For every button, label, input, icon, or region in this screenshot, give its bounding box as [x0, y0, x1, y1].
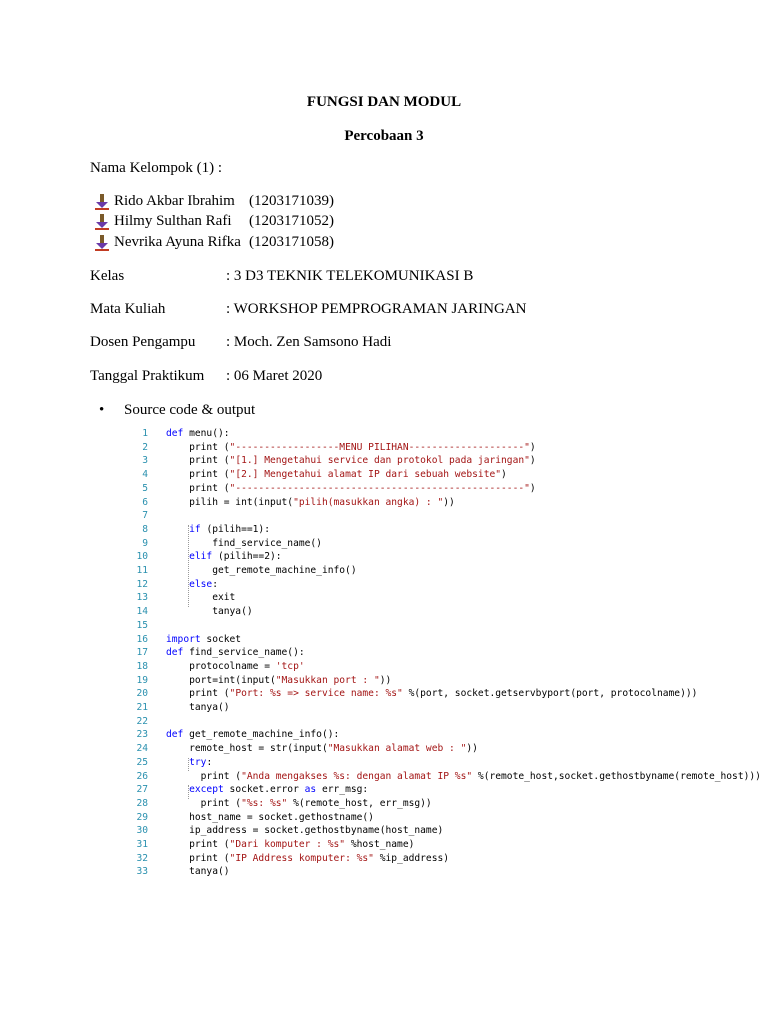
line-number: 13	[136, 592, 148, 604]
code-text: if (pilih==1):	[189, 523, 270, 535]
code-line	[118, 797, 728, 811]
line-number: 22	[136, 715, 148, 727]
code-line	[118, 783, 728, 797]
code-text: remote_host = str(input("Masukkan alamat web : "))	[166, 743, 478, 755]
code-line	[118, 756, 728, 770]
member-id: (1203171052)	[249, 213, 334, 229]
info-row	[90, 334, 391, 351]
code-text: print ("[2.] Mengetahui alamat IP dari sebuah website")	[166, 469, 507, 481]
code-line	[118, 728, 728, 742]
code-line	[118, 578, 728, 592]
arrow-bullet-icon	[95, 235, 109, 251]
document-subtitle: Percobaan 3	[344, 128, 424, 144]
code-text: get_remote_machine_info()	[166, 565, 357, 576]
code-line	[118, 824, 728, 838]
code-text: elif (pilih==2):	[189, 551, 282, 563]
line-number: 1	[142, 428, 148, 439]
line-number: 27	[136, 784, 148, 796]
line-number: 14	[136, 606, 148, 618]
code-line	[118, 509, 728, 523]
code-line	[118, 454, 728, 468]
code-line	[118, 865, 728, 879]
code-text: try:	[189, 756, 213, 768]
code-line	[118, 646, 728, 660]
line-number: 4	[142, 469, 148, 481]
code-line	[118, 441, 728, 455]
code-line	[118, 427, 728, 441]
info-key: Tanggal Praktikum	[90, 368, 205, 384]
section-label: Source code & output	[124, 402, 256, 418]
member-item	[114, 213, 334, 230]
code-text: port=int(input("Masukkan port : "))	[166, 674, 392, 686]
group-label: Nama Kelompok (1) :	[90, 160, 223, 176]
line-number: 21	[136, 702, 148, 713]
line-number: 29	[136, 811, 148, 823]
code-line	[118, 633, 728, 647]
member-item	[114, 193, 334, 210]
section-bullet-item	[99, 402, 256, 419]
line-number: 31	[136, 839, 148, 850]
code-line	[118, 852, 728, 866]
line-number: 23	[136, 729, 148, 741]
code-line	[118, 496, 728, 510]
member-name: Hilmy Sulthan Rafi	[114, 213, 232, 229]
code-text: protocolname = 'tcp'	[166, 660, 305, 672]
code-text: def get_remote_machine_info():	[166, 729, 340, 741]
line-number: 6	[142, 496, 148, 508]
code-line	[118, 605, 728, 619]
line-number: 33	[136, 866, 148, 878]
line-number: 9	[142, 537, 148, 549]
code-text: print ("Port: %s => service name: %s" %(port, socket.getservbyport(port, protocolname)))	[166, 688, 698, 700]
line-number: 7	[142, 510, 148, 522]
code-text: ip_address = socket.gethostbyname(host_name)	[166, 825, 444, 837]
line-number: 30	[136, 825, 148, 837]
bullet-dot: •	[99, 402, 105, 418]
arrow-bullet-icon	[95, 214, 109, 230]
line-number: 24	[136, 743, 148, 755]
member-id: (1203171058)	[249, 234, 334, 250]
code-line	[118, 523, 728, 537]
code-text: tanya()	[166, 866, 230, 878]
info-value: : 3 D3 TEKNIK TELEKOMUNIKASI B	[226, 268, 474, 284]
code-text: print ("IP Address komputer: %s" %ip_address)	[166, 852, 450, 864]
code-line	[118, 619, 728, 633]
line-number: 19	[136, 674, 148, 686]
info-key: Kelas	[90, 268, 125, 284]
code-line	[118, 687, 728, 701]
line-number: 5	[142, 482, 148, 494]
code-text: print ("[1.] Mengetahui service dan protokol pada jaringan")	[166, 455, 536, 467]
code-screenshot	[118, 419, 761, 885]
info-key: Mata Kuliah	[90, 301, 166, 317]
code-text: print ("Anda mengakses %s: dengan alamat IP %s" %(remote_host,socket.gethostbyname(remote_host)))	[166, 770, 761, 782]
info-row	[90, 368, 322, 385]
code-text: except socket.error as err_msg:	[189, 784, 369, 796]
code-text: find_service_name()	[166, 537, 322, 549]
line-number: 2	[142, 441, 148, 453]
info-row	[90, 301, 526, 318]
line-number: 20	[136, 688, 148, 700]
code-line	[118, 838, 728, 852]
code-line	[118, 564, 728, 578]
code-line	[118, 550, 728, 564]
code-text: import socket	[166, 633, 242, 645]
member-name: Rido Akbar Ibrahim	[114, 193, 235, 209]
code-line	[118, 742, 728, 756]
code-line	[118, 468, 728, 482]
code-text: else:	[189, 578, 218, 590]
code-line	[118, 591, 728, 605]
code-text: host_name = socket.gethostname()	[166, 811, 374, 823]
code-text: tanya()	[166, 606, 253, 618]
code-text: print ("Dari komputer : %s" %host_name)	[166, 839, 415, 850]
member-id: (1203171039)	[249, 193, 334, 209]
code-text: print ("--------------------------------------------------")	[166, 482, 536, 494]
code-text: def menu():	[166, 428, 230, 439]
indent-guide	[188, 525, 189, 607]
line-number: 8	[142, 523, 148, 535]
code-text: tanya()	[166, 702, 230, 713]
code-text: print ("%s: %s" %(remote_host, err_msg))	[166, 797, 432, 809]
line-number: 26	[136, 770, 148, 782]
code-line	[118, 770, 761, 784]
line-number: 15	[136, 619, 148, 631]
code-line	[118, 811, 728, 825]
info-value: : 06 Maret 2020	[226, 368, 323, 384]
line-number: 25	[136, 756, 148, 768]
line-number: 17	[136, 647, 148, 659]
indent-guide	[188, 785, 189, 799]
code-text: def find_service_name():	[166, 647, 305, 659]
code-line	[118, 482, 728, 496]
indent-guide	[188, 758, 189, 772]
code-text: pilih = int(input("pilih(masukkan angka) : "))	[166, 496, 455, 508]
document-title: FUNGSI DAN MODUL	[306, 94, 462, 110]
code-text: print ("------------------MENU PILIHAN--------------------")	[166, 441, 536, 453]
arrow-bullet-icon	[95, 194, 109, 210]
member-name: Nevrika Ayuna Rifka	[114, 234, 241, 250]
member-item	[114, 234, 334, 251]
line-number: 3	[142, 455, 148, 467]
code-line	[118, 537, 728, 551]
code-line	[118, 660, 728, 674]
info-value: : Moch. Zen Samsono Hadi	[226, 334, 392, 350]
code-line	[118, 715, 728, 729]
line-number: 16	[136, 633, 148, 645]
info-key: Dosen Pengampu	[90, 334, 196, 350]
line-number: 10	[136, 551, 148, 563]
line-number: 18	[136, 660, 148, 672]
code-line	[118, 674, 728, 688]
code-text: exit	[166, 592, 236, 604]
info-value: : WORKSHOP PEMPROGRAMAN JARINGAN	[226, 301, 527, 317]
line-number: 28	[136, 797, 148, 809]
line-number: 11	[136, 565, 148, 576]
info-row	[90, 268, 473, 285]
line-number: 12	[136, 578, 148, 590]
line-number: 32	[136, 852, 148, 864]
code-line	[118, 701, 728, 715]
